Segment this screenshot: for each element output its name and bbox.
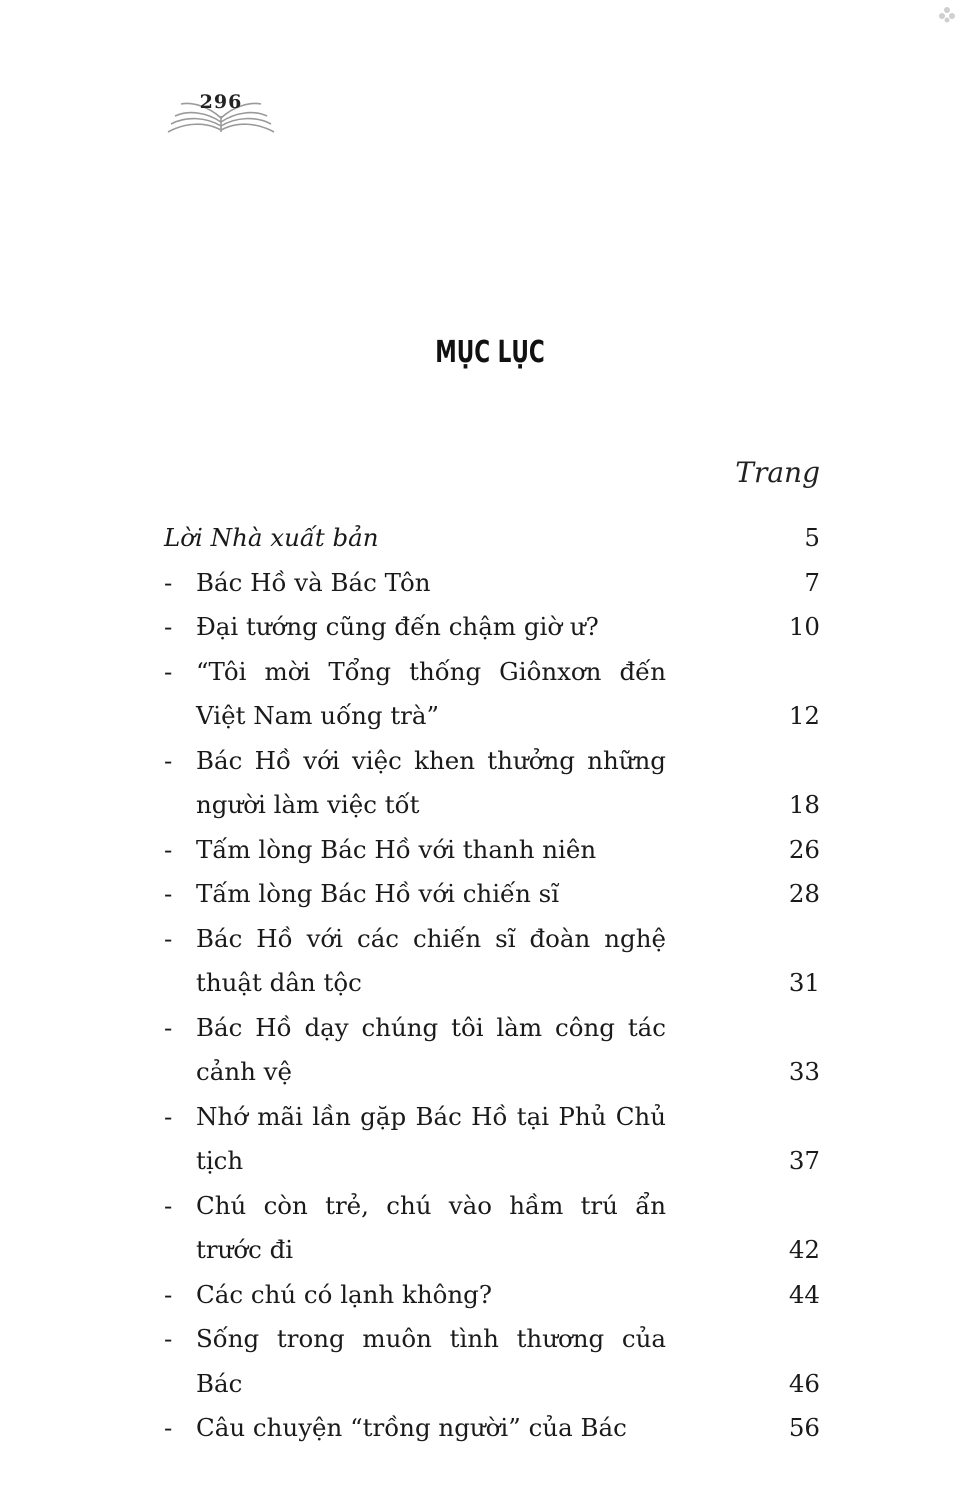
toc-entry[interactable] <box>164 1406 820 1451</box>
entry-page: 26 <box>788 834 820 864</box>
entry-page: 56 <box>788 1413 820 1442</box>
entry-title: Các chú có lạnh không? <box>196 1279 492 1309</box>
entry-dash: - <box>164 1190 173 1220</box>
toc-entry[interactable] <box>164 516 820 561</box>
entry-page: 31 <box>788 968 820 997</box>
entry-page: 5 <box>804 523 820 552</box>
entry-page: 18 <box>788 790 820 819</box>
toc-entry[interactable] <box>164 1006 820 1095</box>
entry-title: Tấm lòng Bác Hồ với thanh niên <box>196 834 597 864</box>
entry-dash: - <box>164 656 173 686</box>
page-column-label: Trang <box>735 456 820 489</box>
toc-entry[interactable] <box>164 1273 820 1318</box>
toc-entry[interactable] <box>164 605 820 650</box>
toc-entry[interactable] <box>164 739 820 828</box>
toc-entry[interactable] <box>164 1317 820 1406</box>
toc-entry[interactable] <box>164 650 820 739</box>
entry-page: 46 <box>788 1368 820 1398</box>
entry-title: Bác Hồ và Bác Tôn <box>196 567 431 597</box>
toc-entry[interactable] <box>164 828 820 873</box>
entry-title: Bác Hồ dạy chúng tôi làm công tác cảnh vệ <box>196 1012 666 1086</box>
corner-ornament-icon <box>938 6 956 24</box>
entry-dash: - <box>164 745 173 775</box>
toc-entry[interactable] <box>164 1095 820 1184</box>
entry-title: Lời Nhà xuất bản <box>164 523 379 552</box>
entry-dash: - <box>164 612 173 641</box>
toc-list <box>164 516 820 1451</box>
toc-entry[interactable] <box>164 917 820 1006</box>
entry-title: Đại tướng cũng đến chậm giờ ư? <box>196 612 599 641</box>
entry-page: 10 <box>788 612 820 641</box>
entry-dash: - <box>164 1324 173 1353</box>
toc-entry[interactable] <box>164 1184 820 1273</box>
entry-title: “Tôi mời Tổng thống Giônxơn đến Việt Nam uống trà” <box>196 656 666 730</box>
entry-title: Câu chuyện “trồng người” của Bác <box>196 1413 627 1442</box>
entry-dash: - <box>164 1413 173 1442</box>
entry-dash: - <box>164 834 173 864</box>
entry-title: Bác Hồ với các chiến sĩ đoàn nghệ thuật dân tộc <box>196 923 666 997</box>
entry-title: Nhớ mãi lần gặp Bác Hồ tại Phủ Chủ tịch <box>196 1101 666 1175</box>
entry-dash: - <box>164 1101 173 1131</box>
entry-title: Tấm lòng Bác Hồ với chiến sĩ <box>196 879 560 908</box>
entry-page: 33 <box>788 1057 820 1086</box>
entry-title: Sống trong muôn tình thương của Bác <box>196 1324 666 1398</box>
entry-dash: - <box>164 1279 173 1309</box>
entry-page: 28 <box>788 879 820 908</box>
entry-dash: - <box>164 1012 173 1042</box>
entry-page: 7 <box>804 567 820 597</box>
entry-page: 12 <box>788 701 820 730</box>
entry-dash: - <box>164 879 173 908</box>
entry-page: 44 <box>788 1279 820 1309</box>
toc-entry[interactable] <box>164 561 820 606</box>
toc-title: MỤC LỤC <box>435 335 545 370</box>
entry-page: 37 <box>788 1146 820 1175</box>
entry-title: Bác Hồ với việc khen thưởng những người làm việc tốt <box>196 745 666 819</box>
entry-dash: - <box>164 567 173 597</box>
entry-page: 42 <box>788 1235 820 1264</box>
entry-title: Chú còn trẻ, chú vào hầm trú ẩn trước đi <box>196 1190 666 1264</box>
toc-entry[interactable] <box>164 872 820 917</box>
page-number-badge <box>164 86 278 138</box>
entry-dash: - <box>164 923 173 953</box>
page-number: 296 <box>199 91 243 113</box>
